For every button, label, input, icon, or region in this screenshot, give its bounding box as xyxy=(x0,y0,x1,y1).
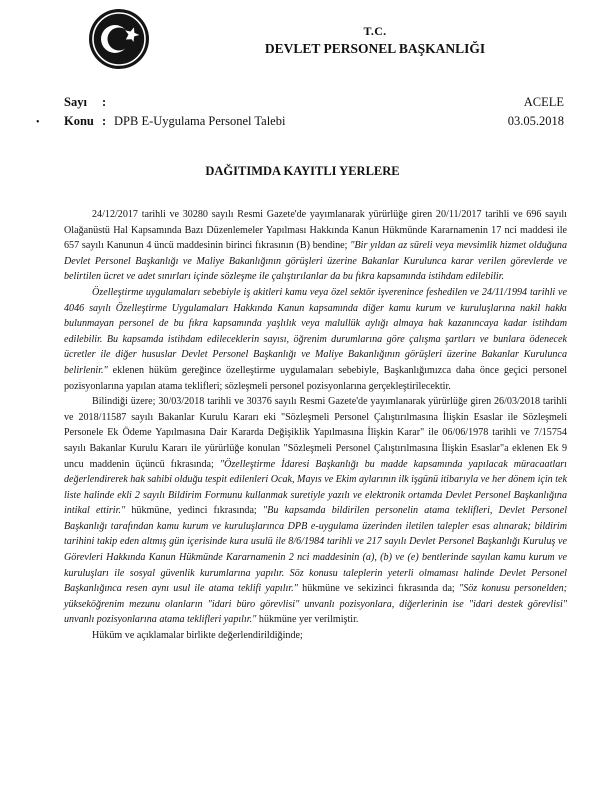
paragraph-3: Bilindiği üzere; 30/03/2018 tarihli ve 30376 sayılı Resmi Gazete'de yayımlanarak yürürlüğe giren 26/03/2018 tarihli ve 2018/11587 sayılı Bakanlar Kurulu Kararı eki "Sözleşmeli Personel Çalıştırılmasına İlişkin Esaslar ile Sözleşmeli Personele Ek Ödeme Yapılmasına Dair Kararda Değişiklik Yapılmasına İlişkin Karar" ile 06/06/1978 tarihli ve 7/15754 sayılı Bakanlar Kurulu Kararı ile yürürlüğe konulan "Sözleşmeli Personel Çalıştırılmasına İlişkin Esaslar"a eklenen Ek 9 uncu maddenin üçüncü fıkrasında; "Özelleştirme İdaresi Başkanlığı bu madde kapsamında yapılacak müracaatları değerlendirerek hak sahibi olduğu tespit edilenleri Ocak, Mayıs ve Ekim aylarının ilk işgünü itibarıyla ve her dönem için tek liste halinde ekli 2 sayılı Bildirim Formunu kullanmak suretiyle yazılı ve elektronik ortamda Devlet Personel Başkanlığına intikal ettirir." hükmüne, yedinci fıkrasında; "Bu kapsamda bildirilen personelin atama teklifleri, Devlet Personel Başkanlığı tarafından kamu kurum ve kuruluşlarınca DPB e-uygulama üzerinden iletilen talepler esas alınarak; bildirim tarihini takip eden altmış gün içerisinde kura usulü ile 8/6/1984 tarihli ve 217 sayılı Devlet Personel Başkanlığı Kuruluş ve Görevleri Hakkında Kanun Hükmünde Kararnamenin 2 nci maddesinin (a), (b) ve (e) bentlerinde sayılan kamu kurum ve kuruluşları ile sosyal güvenlik kurumlarına yapılır. Söz konusu taleplerin yeterli olmaması halinde Devlet Personel Başkanlığınca resen aynı usul ile atama teklifi yapılır." hükmüne ve sekizinci fıkrasında da; "Söz konusu personelden; yükseköğrenim mezunu olanların "idari büro görevlisi" unvanlı pozisyonlara, diğerlerinin ise "idari destek görevlisi" unvanlı pozisyonlarına atama teklifleri yapılır." hükmüne yer verilmiştir. xyxy=(64,396,567,626)
organization-heading: DEVLET PERSONEL BAŞKANLIĞI xyxy=(264,41,486,56)
priority-date-block xyxy=(476,95,564,133)
konu-value: DPB E-Uygulama Personel Talebi xyxy=(114,114,286,128)
paragraph-4: Hüküm ve açıklamalar birlikte değerlendirildiğinde; xyxy=(92,630,303,642)
letter-body xyxy=(64,207,567,644)
country-heading: T.C. xyxy=(363,24,387,38)
crescent-star-logo xyxy=(88,8,150,70)
letterhead xyxy=(240,24,510,57)
sayi-row: Sayı : xyxy=(64,95,107,109)
document-meta xyxy=(64,95,285,133)
margin-dot: • xyxy=(36,117,40,128)
konu-label: Konu xyxy=(64,114,94,128)
konu-row: Konu : DPB E-Uygulama Personel Talebi xyxy=(64,114,286,128)
document-date: 03.05.2018 xyxy=(507,114,564,128)
paragraph-1: 24/12/2017 tarihli ve 30280 sayılı Resmi Gazete'de yayımlanarak yürürlüğe giren 20/11/2017 tarihli ve 696 sayılı Olağanüstü Hal Kapsamında Bazı Düzenlemeler Yapılması Hakkında Kanun Hükmünde Kararnamenin 17 nci maddesi ile 657 sayılı Kanunun 4 üncü maddesinin birinci fıkrasının (B) bendine; "Bir yıldan az süreli veya mevsimlik hizmet olduğuna Devlet Personel Başkanlığı ve Maliye Bakanlığının görüşleri üzerine Bakanlar Kurulunca karar verilen görevlerde ve belirtilen ücret ve adet sınırları içinde sözleşme ile çalıştırılanlar da bu fıkra kapsamında istihdam edilebilir. xyxy=(64,209,567,283)
sayi-label: Sayı xyxy=(64,95,87,109)
distribution-heading: DAĞITIMDA KAYITLI YERLERE xyxy=(205,164,400,178)
paragraph-2: Özelleştirme uygulamaları sebebiyle iş akitleri kamu veya özel sektör işverenince feshedilen ve 24/11/1994 tarihli ve 4046 sayılı Özelleştirme Uygulamaları Hakkında Kanun kapsamında diğer kamu kurum ve kuruluşlarına nakil hakkı bulunmayan personel de bu fıkra kapsamında yaşlılık veya malullük aylığı almaya hak kazanıncaya kadar istihdam edilebilir. Bu kapsamda istihdam edileceklerin sayısı, öğrenim durumlarına göre çalışma şartları ve bunlara ödenecek ücretler ile diğer hususlar Devlet Personel Başkanlığı ve Maliye Bakanlığının görüşleri üzerine Bakanlar Kurulunca belirlenir." eklenen hüküm gereğince özelleştirme uygulamaları sebebiyle, Başkanlığımızca daha önce geçici personel pozisyonlarına yapılan atama teklifleri; sözleşmeli personel pozisyonlarına gerçekleştirilecektir. xyxy=(64,286,567,392)
priority-label: ACELE xyxy=(523,95,564,109)
